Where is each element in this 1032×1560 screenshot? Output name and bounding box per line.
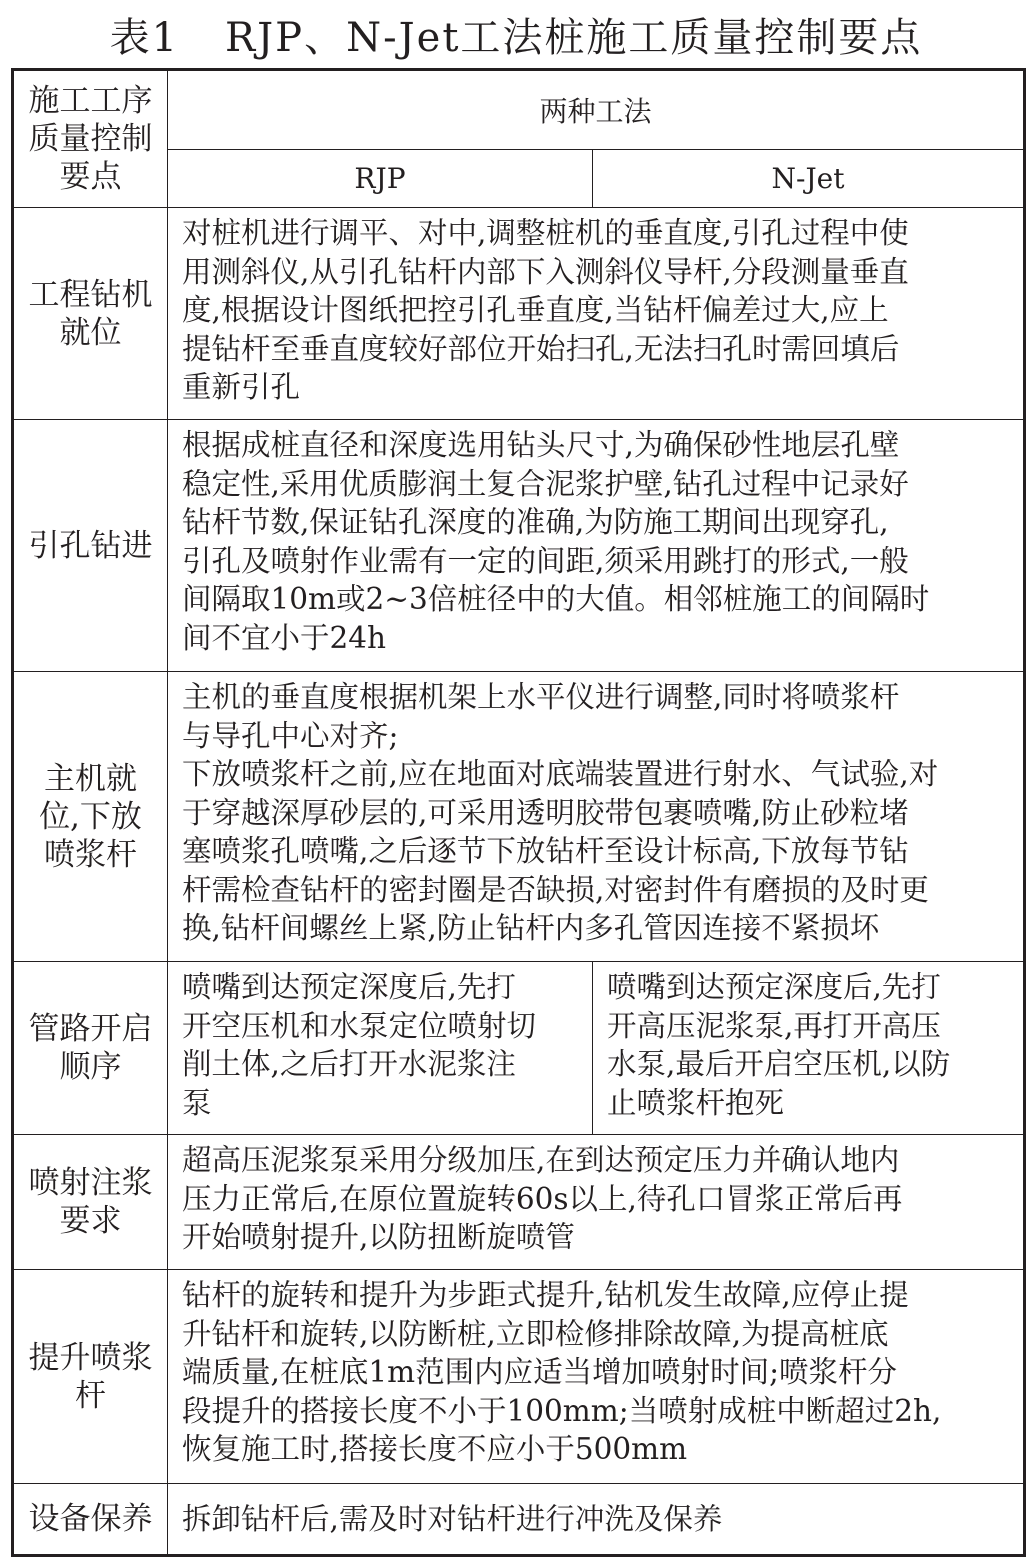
- header-methods-cell: 两种工法: [168, 70, 1025, 150]
- stage-line: 喷射注浆: [28, 1165, 153, 1201]
- stage-cell: [13, 420, 168, 672]
- content-cell: [168, 1270, 1025, 1484]
- table-row: [13, 208, 1025, 420]
- content-line: 根据成桩直径和深度选用钻头尺寸,为确保砂性地层孔壁: [182, 428, 900, 462]
- content-line: 稳定性,采用优质膨润土复合泥浆护壁,钻孔过程中记录好: [182, 466, 909, 501]
- header-row-top: [13, 70, 1025, 150]
- stage-line: 杆: [75, 1377, 106, 1414]
- stage-line: 要求: [59, 1203, 122, 1239]
- content-line: 压力正常后,在原位置旋转60s以上,待孔口冒浆正常后再: [182, 1181, 903, 1216]
- content-line: 开始喷射提升,以防扭断旋喷管: [182, 1220, 575, 1254]
- content-line: 间不宜小于24h: [182, 620, 387, 655]
- content-cell: [168, 208, 1025, 420]
- stage-line: 主机就: [44, 760, 137, 797]
- table-row: [13, 1270, 1025, 1484]
- content-line: 超高压泥浆泵采用分级加压,在到达预定压力并确认地内: [182, 1143, 900, 1177]
- content-line: 开空压机和水泵定位喷射切: [182, 1008, 537, 1043]
- content-line: 水泵,最后开启空压机,以防: [607, 1047, 951, 1081]
- content-line: 端质量,在桩底1m范围内应适当增加喷射时间;喷浆杆分: [182, 1355, 898, 1389]
- content-line: 引孔及喷射作业需有一定的间距,须采用跳打的形式,一般: [182, 543, 909, 578]
- content-cell: [168, 1484, 1025, 1556]
- header-stage-cell: [13, 70, 168, 208]
- stage-line: 就位: [59, 314, 122, 351]
- stage-line: 位,下放: [39, 798, 142, 835]
- content-cell: [168, 672, 1025, 962]
- content-line: 于穿越深厚砂层的,可采用透明胶带包裹喷嘴,防止砂粒堵: [182, 795, 909, 830]
- quality-control-table: [11, 68, 1026, 1557]
- content-line: 段提升的搭接长度不小于100mm;当喷射成桩中断超过2h,: [182, 1393, 942, 1428]
- content-line: 塞喷浆孔喷嘴,之后逐节下放钻杆至设计标高,下放每节钻: [182, 834, 909, 868]
- content-line: 止喷浆杆抱死: [607, 1085, 785, 1120]
- table-row: [13, 962, 1025, 1135]
- content-line: 削土体,之后打开水泥浆注: [182, 1047, 516, 1081]
- stage-cell: [13, 1135, 168, 1270]
- stage-line: 引孔钻进: [28, 527, 153, 564]
- table-row: [13, 1135, 1025, 1270]
- content-line: 提钻杆至垂直度较好部位开始扫孔,无法扫孔时需回填后: [182, 331, 900, 366]
- header-rjp-cell: RJP: [168, 150, 593, 208]
- content-line: 重新引孔: [182, 370, 301, 404]
- table-title: [0, 0, 1032, 68]
- content-line: 拆卸钻杆后,需及时对钻杆进行冲洗及保养: [182, 1501, 723, 1536]
- content-line: 换,钻杆间螺丝上紧,防止钻杆内多孔管因连接不紧损坏: [182, 911, 880, 945]
- stage-cell: [13, 208, 168, 420]
- table-title-text: RJP、N-Jet工法桩施工质量控制要点: [225, 14, 923, 61]
- header-stage-line: 质量控制: [28, 121, 153, 157]
- rjp-content-cell: [168, 962, 593, 1135]
- content-line: 开高压泥浆泵,再打开高压: [607, 1008, 941, 1043]
- content-line: 对桩机进行调平、对中,调整桩机的垂直度,引孔过程中使: [182, 216, 909, 250]
- content-line: 下放喷浆杆之前,应在地面对底端装置进行射水、气试验,对: [182, 757, 939, 791]
- stage-cell: [13, 962, 168, 1135]
- stage-line: 提升喷浆: [28, 1339, 153, 1376]
- content-line: 升钻杆和旋转,以防断桩,立即检修排除故障,为提高桩底: [182, 1316, 889, 1351]
- header-stage-line: 施工工序: [28, 83, 153, 119]
- stage-line: 顺序: [59, 1049, 122, 1085]
- stage-cell: [13, 1484, 168, 1556]
- stage-line: 设备保养: [28, 1501, 153, 1537]
- header-njet-cell: N-Jet: [593, 150, 1025, 208]
- stage-line: 管路开启: [28, 1011, 153, 1047]
- content-line: 用测斜仪,从引孔钻杆内部下入测斜仪导杆,分段测量垂直: [182, 254, 909, 289]
- content-line: 度,根据设计图纸把控引孔垂直度,当钻杆偏差过大,应上: [182, 293, 889, 327]
- content-line: 与导孔中心对齐;: [182, 718, 399, 753]
- content-line: 主机的垂直度根据机架上水平仪进行调整,同时将喷浆杆: [182, 680, 900, 714]
- table-number: 表1: [109, 14, 180, 61]
- table-row: [13, 420, 1025, 672]
- content-line: 间隔取10m或2~3倍桩径中的大值。相邻桩施工的间隔时: [182, 582, 930, 616]
- stage-line: 喷浆杆: [44, 836, 137, 873]
- content-line: 钻杆的旋转和提升为步距式提升,钻机发生故障,应停止提: [182, 1278, 909, 1312]
- content-line: 喷嘴到达预定深度后,先打: [182, 970, 516, 1004]
- content-line: 恢复施工时,搭接长度不应小于500mm: [182, 1432, 688, 1466]
- stage-line: 工程钻机: [28, 276, 153, 313]
- content-line: 钻杆节数,保证钻孔深度的准确,为防施工期间出现穿孔,: [182, 505, 889, 539]
- stage-cell: [13, 1270, 168, 1484]
- njet-content-cell: [593, 962, 1025, 1135]
- header-stage-line: 要点: [59, 159, 122, 195]
- stage-cell: [13, 672, 168, 962]
- content-line: 杆需检查钻杆的密封圈是否缺损,对密封件有磨损的及时更: [182, 872, 929, 907]
- table-row: [13, 1484, 1025, 1556]
- table-row: [13, 672, 1025, 962]
- content-line: 泵: [182, 1085, 212, 1120]
- content-cell: [168, 420, 1025, 672]
- content-cell: [168, 1135, 1025, 1270]
- content-line: 喷嘴到达预定深度后,先打: [607, 970, 941, 1004]
